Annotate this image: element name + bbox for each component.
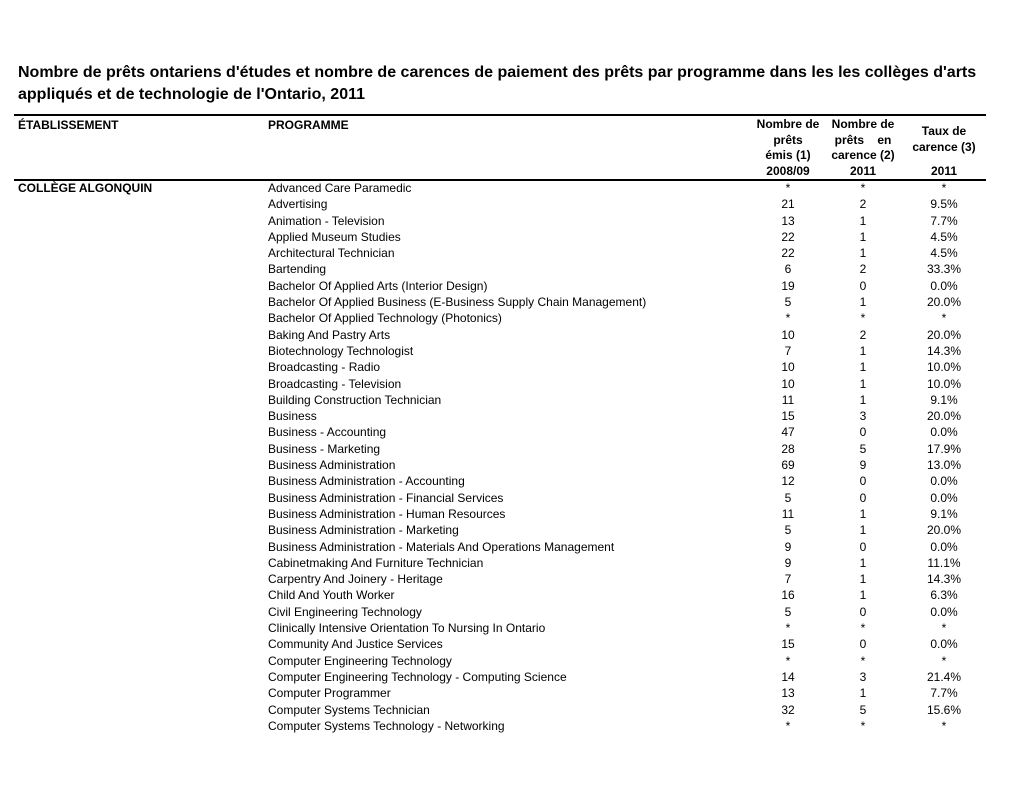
- program-cell: Bachelor Of Applied Arts (Interior Design): [268, 278, 488, 293]
- loans-issued-cell: *: [785, 718, 791, 733]
- program-cell: Carpentry And Joinery - Heritage: [268, 572, 443, 587]
- table-row: [0, 180, 1024, 196]
- table-row: [0, 392, 1024, 408]
- loans-issued-cell: 13: [781, 686, 795, 701]
- loans-issued-cell: 10: [781, 360, 795, 375]
- table-row: [0, 473, 1024, 489]
- default-rate-cell: *: [941, 621, 947, 636]
- program-cell: Broadcasting - Radio: [268, 360, 381, 375]
- loans-issued-cell: 5: [784, 523, 792, 538]
- header-default-rate: [902, 124, 986, 155]
- table-row: [0, 490, 1024, 506]
- table-row: [0, 376, 1024, 392]
- table-row: [0, 653, 1024, 669]
- program-cell: Baking And Pastry Arts: [268, 327, 391, 342]
- loans-in-default-cell: 5: [859, 702, 867, 717]
- default-rate-cell: 20.0%: [926, 327, 962, 342]
- header-loans-line3: émis (1): [765, 148, 811, 162]
- table-row: [0, 539, 1024, 555]
- default-rate-cell: 9.1%: [930, 392, 958, 407]
- default-rate-cell: *: [941, 181, 947, 195]
- loans-in-default-cell: 1: [859, 343, 867, 358]
- program-cell: Computer Engineering Technology - Computing Science: [268, 669, 567, 684]
- table-row: [0, 408, 1024, 424]
- header-loans-line2: prêts: [773, 132, 803, 147]
- institution-name: COLLÈGE ALGONQUIN: [18, 181, 153, 195]
- table-row: [0, 261, 1024, 277]
- table-row: [0, 669, 1024, 685]
- loans-in-default-cell: 2: [859, 197, 867, 212]
- loans-issued-cell: 11: [781, 392, 795, 407]
- loans-issued-cell: 10: [781, 327, 795, 342]
- loans-in-default-cell: 1: [859, 555, 867, 570]
- loans-issued-cell: 11: [781, 506, 795, 521]
- loans-issued-cell: 14: [781, 669, 795, 684]
- loans-in-default-cell: 2: [859, 262, 867, 277]
- loans-in-default-cell: 0: [859, 474, 867, 489]
- page-title: Nombre de prêts ontariens d'études et nombre de carences de paiement des prêts par programme dans les les collèges d'arts appliqués et de technologie de l'Ontario, 2011: [18, 64, 977, 103]
- default-rate-cell: 0.0%: [930, 604, 958, 619]
- loans-in-default-cell: *: [860, 653, 866, 668]
- default-rate-cell: 33.3%: [926, 262, 962, 277]
- loans-issued-cell: *: [785, 621, 791, 636]
- program-cell: Business Administration - Human Resources: [268, 506, 506, 521]
- loans-in-default-cell: 3: [859, 409, 867, 424]
- default-rate-cell: 17.9%: [926, 441, 962, 456]
- header-rate-year: 2011: [930, 164, 958, 178]
- loans-in-default-cell: 0: [859, 637, 867, 652]
- table-row: [0, 604, 1024, 620]
- default-rate-cell: 13.0%: [926, 458, 962, 473]
- loans-issued-cell: *: [785, 653, 791, 668]
- loans-issued-cell: 22: [781, 229, 795, 244]
- program-cell: Business Administration - Marketing: [268, 523, 459, 538]
- header-program: PROGRAMME: [268, 118, 349, 132]
- table-row: [0, 685, 1024, 701]
- table-row: [0, 587, 1024, 603]
- table-row: [0, 310, 1024, 326]
- loans-in-default-cell: 1: [859, 246, 867, 261]
- loans-in-default-cell: 1: [859, 523, 867, 538]
- default-rate-cell: 0.0%: [930, 637, 958, 652]
- default-rate-cell: 7.7%: [930, 686, 958, 701]
- loans-issued-cell: 13: [781, 213, 795, 228]
- header-loans-line1: Nombre de: [756, 117, 820, 131]
- loans-in-default-cell: *: [860, 718, 866, 733]
- program-cell: Computer Systems Technician: [268, 702, 430, 717]
- table-row: [0, 441, 1024, 457]
- program-cell: Animation - Television: [268, 213, 385, 228]
- program-cell: Business Administration - Accounting: [268, 474, 465, 489]
- default-rate-cell: 15.6%: [926, 702, 962, 717]
- table-row: [0, 278, 1024, 294]
- loans-in-default-cell: 1: [859, 229, 867, 244]
- loans-in-default-cell: 1: [859, 686, 867, 701]
- loans-issued-cell: 15: [781, 409, 795, 424]
- default-rate-cell: 14.3%: [926, 572, 962, 587]
- loans-issued-cell: 7: [784, 572, 792, 587]
- loans-issued-cell: 28: [781, 441, 795, 456]
- program-cell: Business - Accounting: [268, 425, 387, 440]
- program-cell: Business - Marketing: [268, 441, 381, 456]
- header-loans-issued: [752, 117, 824, 179]
- table-row: [0, 327, 1024, 343]
- program-cell: Bachelor Of Applied Technology (Photonics): [268, 311, 502, 326]
- table-row: [0, 229, 1024, 245]
- program-cell: Biotechnology Technologist: [268, 343, 414, 358]
- table-row: [0, 359, 1024, 375]
- loans-in-default-cell: *: [860, 621, 866, 636]
- default-rate-cell: 6.3%: [930, 588, 958, 603]
- header-defaults-line1: Nombre de: [831, 117, 895, 131]
- program-cell: Business Administration - Materials And Operations Management: [268, 539, 615, 554]
- loans-in-default-cell: 0: [859, 539, 867, 554]
- default-rate-cell: 7.7%: [930, 213, 958, 228]
- loans-issued-cell: 32: [781, 702, 795, 717]
- loans-in-default-cell: 1: [859, 376, 867, 391]
- loans-in-default-cell: 1: [859, 360, 867, 375]
- loans-in-default-cell: 1: [859, 213, 867, 228]
- default-rate-cell: 10.0%: [926, 360, 962, 375]
- loans-in-default-cell: 1: [859, 572, 867, 587]
- program-table-body: [0, 180, 1024, 734]
- default-rate-cell: *: [941, 718, 947, 733]
- loans-issued-cell: 21: [781, 197, 795, 212]
- program-cell: Clinically Intensive Orientation To Nursing In Ontario: [268, 621, 546, 636]
- program-cell: Business Administration - Financial Services: [268, 490, 504, 505]
- loans-issued-cell: 7: [784, 343, 792, 358]
- loans-issued-cell: *: [785, 181, 791, 195]
- header-defaults-line2: prêts en: [834, 132, 892, 147]
- program-cell: Advanced Care Paramedic: [268, 181, 412, 195]
- loans-in-default-cell: 0: [859, 425, 867, 440]
- program-cell: Bartending: [268, 262, 327, 277]
- default-rate-cell: 0.0%: [930, 490, 958, 505]
- default-rate-cell: 14.3%: [926, 343, 962, 358]
- default-rate-cell: 9.5%: [930, 197, 958, 212]
- program-cell: Child And Youth Worker: [268, 588, 395, 603]
- loans-issued-cell: 22: [781, 246, 795, 261]
- loans-issued-cell: 16: [781, 588, 795, 603]
- program-cell: Computer Systems Technology - Networking: [268, 718, 505, 733]
- default-rate-cell: 10.0%: [926, 376, 962, 391]
- loans-issued-cell: 9: [784, 539, 792, 554]
- table-row: [0, 522, 1024, 538]
- loans-issued-cell: 9: [784, 555, 792, 570]
- loans-issued-cell: 15: [781, 637, 795, 652]
- header-rate-line2: carence (3): [912, 139, 976, 154]
- loans-issued-cell: *: [785, 311, 791, 326]
- table-row: [0, 571, 1024, 587]
- header-defaults-line3: carence (2): [831, 148, 895, 162]
- loans-in-default-cell: 1: [859, 506, 867, 521]
- table-row: [0, 620, 1024, 636]
- header-establishment: ÉTABLISSEMENT: [18, 118, 119, 132]
- loans-in-default-cell: 3: [859, 669, 867, 684]
- default-rate-cell: *: [941, 653, 947, 668]
- program-cell: Applied Museum Studies: [268, 229, 401, 244]
- loans-issued-cell: 47: [781, 425, 795, 440]
- header-loans-in-default: [828, 117, 898, 179]
- loans-in-default-cell: 0: [859, 490, 867, 505]
- default-rate-cell: *: [941, 311, 947, 326]
- table-row: [0, 294, 1024, 310]
- program-cell: Community And Justice Services: [268, 637, 443, 652]
- program-cell: Computer Programmer: [268, 686, 391, 701]
- table-row: [0, 457, 1024, 473]
- loans-in-default-cell: 5: [859, 441, 867, 456]
- program-cell: Civil Engineering Technology: [268, 604, 422, 619]
- program-cell: Cabinetmaking And Furniture Technician: [268, 555, 484, 570]
- loans-in-default-cell: *: [860, 181, 866, 195]
- default-rate-cell: 20.0%: [926, 409, 962, 424]
- default-rate-cell: 4.5%: [930, 229, 958, 244]
- loans-in-default-cell: 2: [859, 327, 867, 342]
- loans-issued-cell: 5: [784, 295, 792, 310]
- program-cell: Business: [268, 409, 317, 424]
- loans-in-default-cell: 9: [859, 458, 867, 473]
- loans-in-default-cell: 1: [859, 295, 867, 310]
- header-rate-line1: Taux de: [921, 124, 967, 138]
- loans-issued-cell: 12: [781, 474, 795, 489]
- loans-in-default-cell: 1: [859, 392, 867, 407]
- table-row: [0, 718, 1024, 734]
- default-rate-cell: 0.0%: [930, 425, 958, 440]
- program-cell: Computer Engineering Technology: [268, 653, 452, 668]
- loans-in-default-cell: 1: [859, 588, 867, 603]
- loans-issued-cell: 69: [781, 458, 795, 473]
- loans-issued-cell: 10: [781, 376, 795, 391]
- program-cell: Architectural Technician: [268, 246, 395, 261]
- loans-issued-cell: 6: [784, 262, 792, 277]
- default-rate-cell: 11.1%: [927, 555, 961, 570]
- default-rate-cell: 9.1%: [930, 506, 958, 521]
- program-cell: Broadcasting - Television: [268, 376, 402, 391]
- program-cell: Business Administration: [268, 458, 396, 473]
- header-top-rule: [14, 114, 986, 116]
- program-cell: Advertising: [268, 197, 328, 212]
- loans-in-default-cell: 0: [859, 604, 867, 619]
- loans-issued-cell: 5: [784, 490, 792, 505]
- table-row: [0, 702, 1024, 718]
- table-row: [0, 555, 1024, 571]
- default-rate-cell: 4.5%: [930, 246, 958, 261]
- default-rate-cell: 20.0%: [926, 295, 962, 310]
- header-defaults-year: 2011: [849, 163, 877, 178]
- table-row: [0, 343, 1024, 359]
- header-loans-year: 2008/09: [766, 163, 810, 178]
- loans-in-default-cell: *: [860, 311, 866, 326]
- default-rate-cell: 0.0%: [930, 474, 958, 489]
- table-row: [0, 506, 1024, 522]
- default-rate-cell: 0.0%: [930, 278, 958, 293]
- default-rate-cell: 0.0%: [930, 539, 958, 554]
- table-row: [0, 636, 1024, 652]
- default-rate-cell: 20.0%: [926, 523, 962, 538]
- program-cell: Building Construction Technician: [268, 392, 442, 407]
- loans-issued-cell: 5: [784, 604, 792, 619]
- program-cell: Bachelor Of Applied Business (E-Business Supply Chain Management): [268, 295, 647, 310]
- default-rate-cell: 21.4%: [926, 669, 962, 684]
- loans-issued-cell: 19: [781, 278, 795, 293]
- table-row: [0, 424, 1024, 440]
- loans-in-default-cell: 0: [859, 278, 867, 293]
- table-row: [0, 213, 1024, 229]
- table-row: [0, 196, 1024, 212]
- table-row: [0, 245, 1024, 261]
